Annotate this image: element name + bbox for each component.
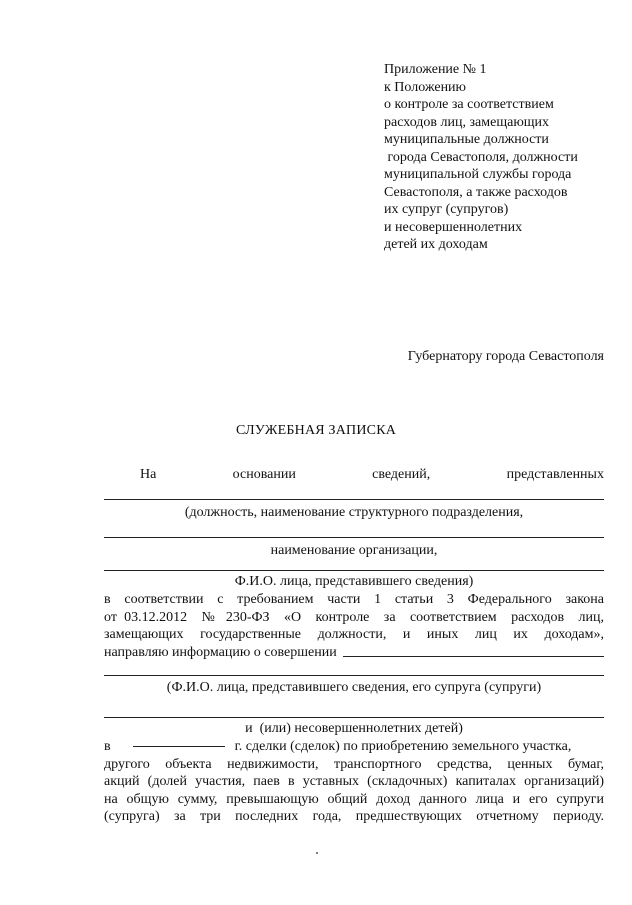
paragraph-prefix: в <box>104 739 111 754</box>
paragraph-line: на общую сумму, превышающую общий доход данного лица и его супруги <box>104 791 604 807</box>
paragraph-line: акций (долей участия, паев в уставных (складочных) капиталах организаций) <box>104 774 604 789</box>
document-title: СЛУЖЕБНАЯ ЗАПИСКА <box>235 423 397 438</box>
direct-line <box>104 644 604 662</box>
direct-line-text: направляю информацию о совершении <box>104 644 337 660</box>
appendix-line: Севастополя, а также расходов <box>384 184 568 200</box>
appendix-line: их супруг (супругов) <box>384 202 509 217</box>
paragraph-line <box>104 738 604 756</box>
paragraph-suffix: г. сделки (сделок) по приобретению земельного участка, <box>234 739 572 754</box>
appendix-line: Приложение № 1 <box>384 62 487 77</box>
paragraph-line: другого объекта недвижимости, транспортного средства, ценных бумаг, <box>104 756 604 772</box>
intro-word: На <box>140 467 157 482</box>
memo-body <box>104 466 604 826</box>
appendix-line: города Севастополя, должности <box>384 149 578 165</box>
appendix-line: о контроле за соответствием <box>384 97 554 112</box>
blank-transaction[interactable] <box>343 656 604 657</box>
caption-fio-spouse: (Ф.И.О. лица, представившего сведения, его супруга (супруги) <box>166 680 542 695</box>
addressee: Губернатору города Севастополя <box>407 349 604 364</box>
appendix-header <box>384 61 624 254</box>
caption-organization: наименование организации, <box>270 543 438 558</box>
appendix-line: к Положению <box>384 79 467 95</box>
paragraph-line: от 03.12.2012 № 230-ФЗ «О контроле за соответствием расходов лиц, <box>104 609 604 625</box>
paragraph-line: замещающих государственные должности, и иных лиц их доходам», <box>104 627 604 642</box>
intro-line <box>104 466 604 484</box>
appendix-line: детей их доходам <box>384 237 488 252</box>
intro-word: сведений, <box>372 467 431 482</box>
intro-word: основании <box>232 467 296 482</box>
appendix-line: муниципальной службы города <box>384 167 572 182</box>
appendix-line: расходов лиц, замещающих <box>384 114 550 130</box>
caption-fio: Ф.И.О. лица, представившего сведения) <box>234 574 474 589</box>
intro-word: представленных <box>506 467 604 482</box>
caption-children: и (или) несовершеннолетних детей) <box>245 721 463 736</box>
blank-year[interactable] <box>133 746 225 747</box>
appendix-line: муниципальные должности <box>384 132 549 147</box>
caption-position: (должность, наименование структурного подразделения, <box>184 505 524 520</box>
paragraph-line: (супруга) за три последних года, предшествующих отчетному периоду. <box>104 809 604 824</box>
appendix-line: и несовершеннолетних <box>384 219 523 235</box>
paragraph-line: в соответствии с требованием части 1 статьи 3 Федерального закона <box>104 592 604 607</box>
scan-speck <box>316 852 318 854</box>
